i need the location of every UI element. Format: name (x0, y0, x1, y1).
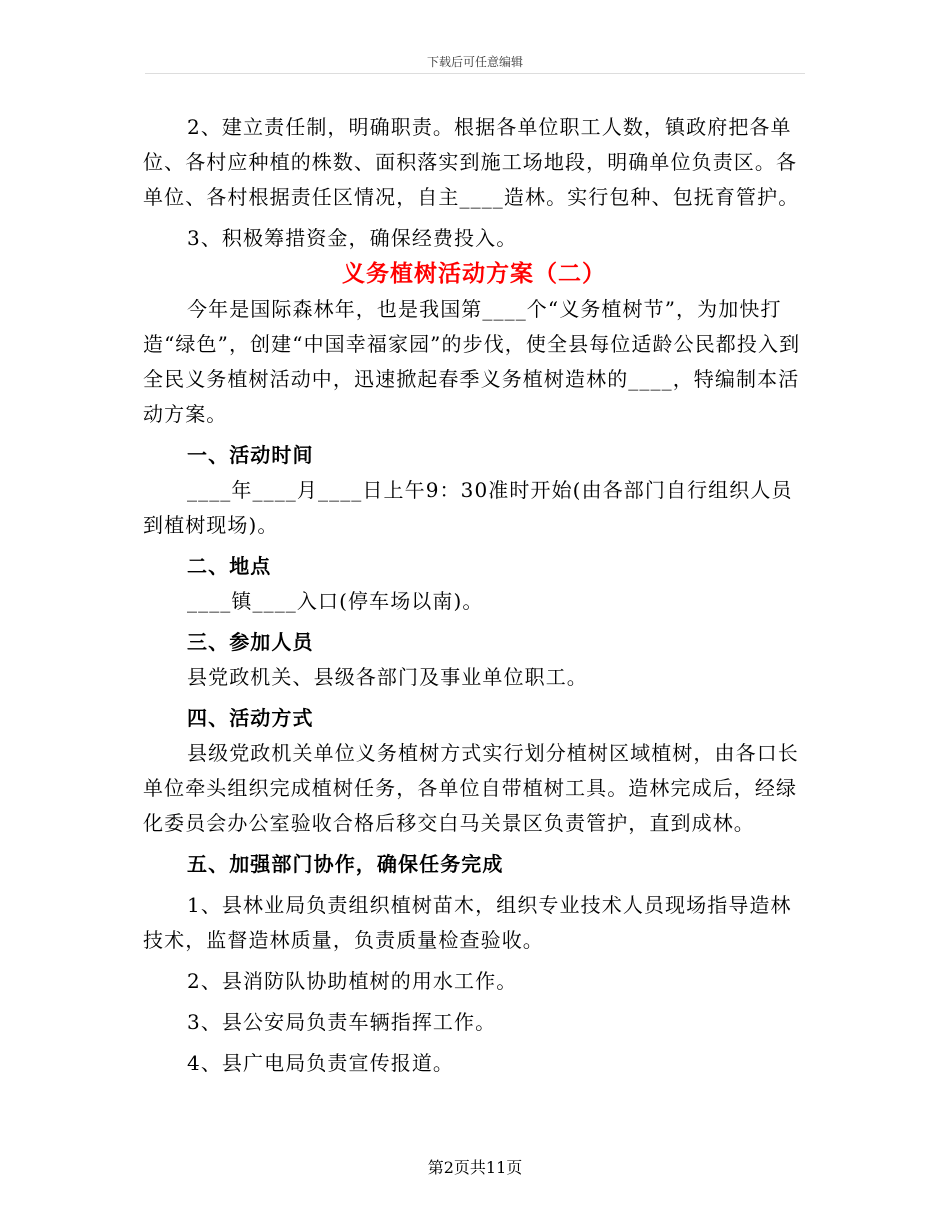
paragraph-location: ____镇____入口(停车场以南)。 (187, 589, 484, 613)
paragraph-participants: 县党政机关、县级各部门及事业单位职工。 (187, 665, 588, 689)
heading-activity-method: 四、活动方式 (187, 706, 314, 730)
paragraph-responsibility: 2、建立责任制，明确职责。根据各单位职工人数，镇政府把各单位、各村应种植的株数、面积落实到施工场地段，明确单位负责区。各单位、各村根据责任区情况，自主____造林。实行包种、包抚育管护。 (143, 115, 800, 209)
paragraph-forestry: 1、县林业局负责组织植树苗木，组织专业技术人员现场指导造林技术，监督造林质量，负责质量检查验收。 (143, 893, 792, 952)
intro-paragraph: 今年是国际森林年，也是我国第____个“义务植树节”，为加快打造“绿色”，创建“中国幸福家园”的步伐，使全县每位适龄公民都投入到全民义务植树活动中，迅速掀起春季义务植树造林的____，特编制本活动方案。 (143, 297, 801, 426)
paragraph-fire: 2、县消防队协助植树的用水工作。 (187, 969, 518, 993)
paragraph-broadcast: 4、县广电局负责宣传报道。 (187, 1051, 455, 1075)
paragraph-activity-time: ____年____月____日上午9：30准时开始(由各部门自行组织人员到植树现场)。 (143, 478, 793, 537)
paragraph-funding: 3、积极筹措资金，确保经费投入。 (187, 226, 518, 250)
paragraph-police: 3、县公安局负责车辆指挥工作。 (187, 1010, 497, 1034)
heading-activity-time: 一、活动时间 (187, 443, 314, 467)
heading-participants: 三、参加人员 (187, 630, 314, 654)
page-header: 下载后可任意编辑 (426, 55, 523, 69)
heading-location: 二、地点 (187, 554, 272, 578)
heading-cooperation: 五、加强部门协作，确保任务完成 (187, 852, 504, 876)
paragraph-activity-method: 县级党政机关单位义务植树方式实行划分植树区域植树，由各口长单位牵头组织完成植树任务，各单位自带植树工具。造林完成后，经绿化委员会办公室验收合格后移交白马关景区负责管护，直到成林。 (143, 741, 799, 835)
section-title: 义务植树活动方案（二） (342, 260, 606, 287)
document-body (143, 110, 805, 1081)
page-footer: 第2页共11页 (427, 1158, 523, 1177)
header-divider (145, 73, 805, 74)
